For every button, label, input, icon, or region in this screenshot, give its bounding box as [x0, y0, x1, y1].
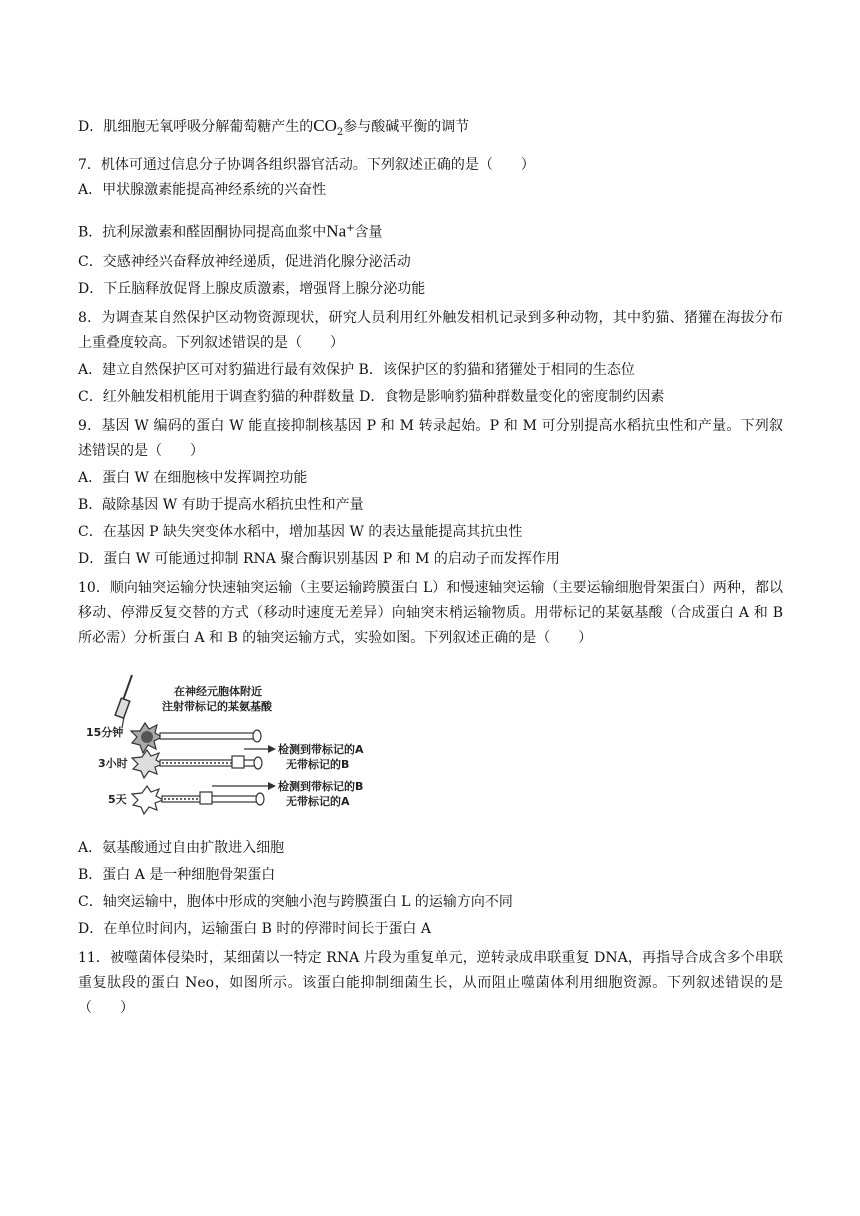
question-11: 11．被噬菌体侵染时，某细菌以一特定 RNA 片段为重复单元，逆转录成串联重复 DNA，再指导合成含多个串联重复肽段的蛋白 Neo，如图所示。该蛋白能抑制细菌生长，从而阻止噬菌体利用细胞资源。下列叙述错误的是（ ）	[78, 950, 783, 1016]
axonal-transport-figure	[82, 673, 392, 821]
q10-option-a: A．氨基酸通过自由扩散进入细胞	[78, 840, 285, 856]
row2-result-2: 无带标记的B	[286, 758, 350, 771]
row2-result-1: 检测到带标记的A	[278, 743, 364, 756]
q7-option-b	[78, 219, 383, 243]
q10-option-b: B．蛋白 A 是一种细胞骨架蛋白	[78, 867, 276, 883]
neuron-row-3	[132, 782, 276, 814]
q7-option-d: D．下丘脑释放促肾上腺皮质激素，增强肾上腺分泌功能	[78, 281, 426, 297]
co2-formula: CO	[313, 116, 337, 135]
q6d-text-end: 参与酸碱平衡的调节	[343, 119, 470, 135]
q7b-text: B．抗利尿激素和醛固酮协同提高血浆中	[78, 224, 327, 241]
question-7: 7．机体可通过信息分子协调各组织器官活动。下列叙述正确的是（ ）	[78, 157, 535, 173]
neuron-row-2	[132, 745, 276, 778]
co2-subscript: 2	[336, 126, 344, 138]
q9-option-a: A．蛋白 W 在细胞核中发挥调控功能	[78, 470, 308, 486]
row1-time-label: 15分钟	[86, 726, 124, 739]
q10-option-c: C．轴突运输中，胞体中形成的突触小泡与跨膜蛋白 L 的运输方向不同	[78, 894, 513, 910]
question-10: 10．顺向轴突运输分快速轴突运输（主要运输跨膜蛋白 L）和慢速轴突运输（主要运输细胞骨架蛋白）两种，都以移动、停滞反复交替的方式（移动时速度无差异）向轴突末梢运输物质。用带标记的某氨基酸（合成蛋白 A 和 B 所必需）分析蛋白 A 和 B 的轴突运输方式，实验如图。下列叙述正确的是（ ）	[78, 580, 783, 646]
neuron-row-1	[131, 723, 261, 753]
fig-note-line1: 在神经元胞体附近	[174, 685, 262, 698]
row2-time-label: 3小时	[98, 757, 128, 770]
na-formula: Na	[326, 221, 347, 241]
q9-option-c: C．在基因 P 缺失突变体水稻中，增加基因 W 的表达量能提高其抗虫性	[78, 524, 523, 540]
q9-option-b: B．敲除基因 W 有助于提高水稻抗虫性和产量	[78, 497, 364, 513]
q7-option-a: A．甲状腺激素能提高神经系统的兴奋性	[78, 182, 327, 198]
question-8: 8．为调查某自然保护区动物资源现状，研究人员利用红外触发相机记录到多种动物，其中豹猫、猪獾在海拔分布上重叠度较高。下列叙述错误的是（ ）	[78, 310, 783, 351]
q10-option-d: D．在单位时间内，运输蛋白 B 时的停滞时间长于蛋白 A	[78, 921, 431, 937]
q7b-text-end: 含量	[354, 224, 383, 241]
row3-result-1: 检测到带标记的B	[278, 780, 364, 793]
q8-options-ab: A．建立自然保护区可对豹猫进行最有效保护 B．该保护区的豹猫和猪獾处于相同的生态位	[78, 362, 635, 378]
q8-options-cd: C．红外触发相机能用于调查豹猫的种群数量 D．食物是影响豹猫种群数量变化的密度制约因素	[78, 389, 665, 405]
na-superscript: +	[346, 223, 355, 234]
row3-time-label: 5天	[108, 793, 127, 806]
row3-result-2: 无带标记的A	[286, 795, 350, 808]
q6d-text: D．肌细胞无氧呼吸分解葡萄糖产生的	[78, 119, 314, 135]
fig-note-line2: 注射带标记的某氨基酸	[162, 700, 272, 713]
q7-option-c: C．交感神经兴奋释放神经递质，促进消化腺分泌活动	[78, 254, 411, 270]
question-9: 9．基因 W 编码的蛋白 W 能直接抑制核基因 P 和 M 转录起始。P 和 M 可分别提高水稻抗虫性和产量。下列叙述错误的是（ ）	[78, 418, 783, 459]
q6-option-d	[78, 116, 469, 143]
q9-option-d: D．蛋白 W 可能通过抑制 RNA 聚合酶识别基因 P 和 M 的启动子而发挥作用	[78, 551, 560, 567]
syringe-icon	[115, 675, 132, 728]
